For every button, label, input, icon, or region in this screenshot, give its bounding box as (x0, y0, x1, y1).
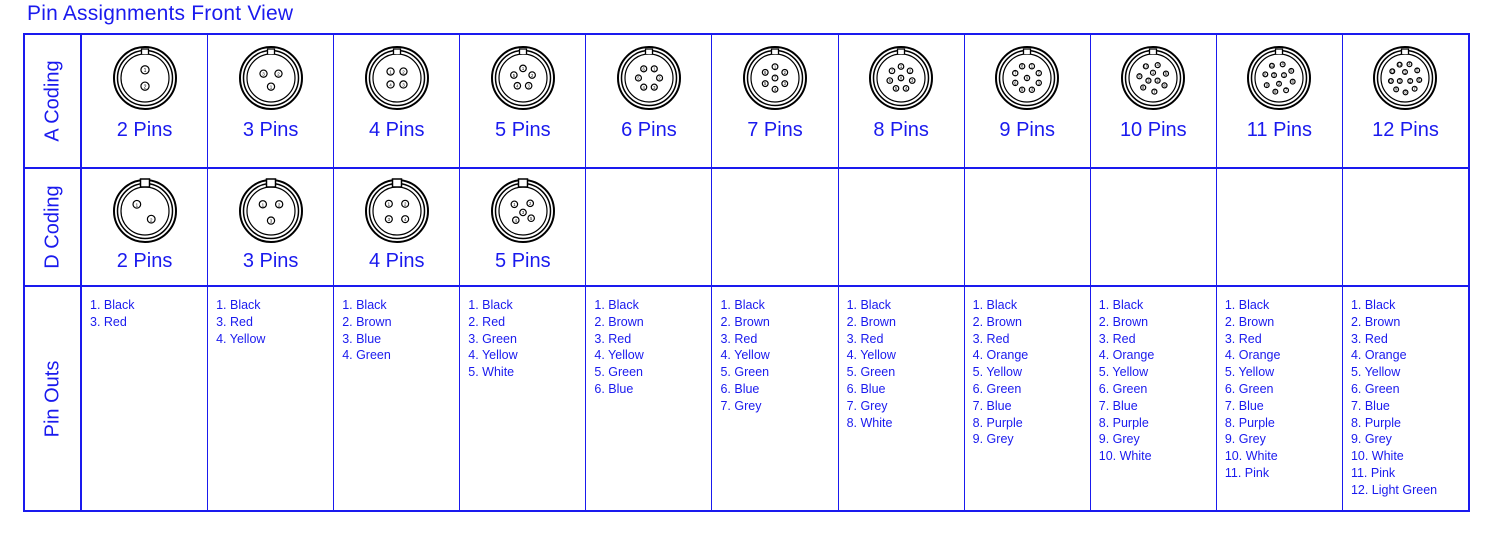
a-coding-cell-10 (1091, 35, 1217, 167)
svg-text:2: 2 (276, 71, 280, 77)
pin-out-entry: 4. Orange (1350, 348, 1407, 363)
svg-text:9: 9 (1265, 82, 1269, 88)
pin-out-entry: 8. Purple (1350, 415, 1401, 430)
pin-out-entry: 6. Blue (846, 381, 886, 396)
d-coding-row (25, 169, 1468, 287)
svg-text:1: 1 (773, 64, 777, 70)
d-coding-pin-label: 3 Pins (242, 250, 299, 272)
pin-out-entry: 1. Black (1224, 298, 1270, 312)
connector-a-12-icon (1371, 44, 1439, 117)
pin-out-list (334, 287, 459, 372)
pin-out-entry: 10. White (1098, 449, 1152, 464)
svg-text:4: 4 (514, 217, 517, 223)
a-coding-cell-3 (208, 35, 334, 167)
pin-out-entry: 5. Yellow (1224, 365, 1275, 380)
a-coding-pin-label: 6 Pins (621, 119, 677, 141)
pin-out-entry: 5. Yellow (972, 365, 1023, 380)
svg-text:8: 8 (899, 75, 903, 81)
svg-text:2: 2 (1409, 78, 1412, 84)
svg-text:1: 1 (261, 202, 264, 208)
pin-out-entry: 1. Black (1098, 298, 1144, 312)
d-coding-cell-2 (82, 169, 208, 285)
d-coding-pin-label: 4 Pins (368, 250, 425, 272)
svg-text:3: 3 (911, 78, 914, 84)
pin-out-entry: 4. Yellow (720, 348, 770, 363)
svg-text:10: 10 (1143, 63, 1149, 69)
pin-out-list (82, 287, 207, 339)
pin-out-entry: 4. Orange (972, 348, 1029, 363)
svg-text:5: 5 (1290, 68, 1293, 74)
connector-a-8-icon (867, 44, 935, 117)
a-coding-pin-label: 9 Pins (999, 119, 1055, 141)
svg-text:11: 11 (1270, 63, 1275, 69)
pin-out-entry: 1. Black (468, 298, 513, 312)
pin-out-entry: 4. Orange (1224, 348, 1281, 363)
svg-text:2: 2 (1278, 81, 1281, 87)
pin-out-entry: 3. Red (1224, 331, 1262, 346)
pin-out-list (712, 287, 837, 423)
svg-text:4: 4 (516, 83, 519, 89)
d-coding-cell-empty-10 (1091, 169, 1217, 285)
a-coding-pin-label: 3 Pins (242, 119, 299, 141)
svg-text:1: 1 (1152, 70, 1155, 76)
pin-out-entry: 9. Grey (1098, 432, 1140, 447)
svg-text:5: 5 (1416, 67, 1419, 73)
d-coding-pin-label: 2 Pins (116, 250, 173, 272)
pin-out-entry: 2. Red (468, 314, 506, 329)
a-coding-pin-label: 12 Pins (1372, 119, 1439, 141)
a-coding-label-text: A Coding (41, 60, 63, 142)
svg-text:6: 6 (1163, 82, 1166, 88)
svg-text:8: 8 (1142, 84, 1145, 90)
pin-assignment-table (23, 33, 1470, 512)
pin-out-entry: 1. Black (90, 298, 135, 312)
pin-outs-cell-9 (965, 287, 1091, 510)
svg-text:4: 4 (403, 217, 407, 223)
pin-out-entry: 7. Blue (1350, 398, 1390, 413)
pin-out-entry: 4. Green (342, 348, 391, 363)
svg-text:2: 2 (1156, 78, 1160, 84)
pin-outs-cell-2 (82, 287, 208, 510)
svg-text:5: 5 (894, 85, 898, 91)
svg-text:10: 10 (1263, 71, 1269, 77)
svg-text:5: 5 (637, 75, 640, 81)
svg-text:1: 1 (653, 66, 656, 72)
d-coding-cell-empty-12 (1343, 169, 1468, 285)
svg-text:1: 1 (269, 84, 272, 90)
pin-out-entry: 1. Black (216, 298, 261, 312)
pin-out-entry: 7. Blue (972, 398, 1012, 413)
svg-text:3: 3 (387, 217, 390, 223)
svg-text:5: 5 (512, 72, 515, 78)
pin-out-entry: 4. Yellow (468, 348, 518, 363)
pin-out-entry: 3. Red (846, 331, 884, 346)
pin-out-entry: 3. Red (594, 331, 632, 346)
d-coding-cell-3 (208, 169, 334, 285)
pin-out-entry: 6. Green (1350, 381, 1400, 396)
svg-text:2: 2 (528, 201, 532, 207)
pin-outs-row-label (25, 287, 82, 510)
svg-text:3: 3 (783, 81, 786, 87)
svg-text:3: 3 (269, 218, 272, 224)
svg-text:1: 1 (143, 68, 146, 75)
svg-text:1: 1 (521, 66, 524, 72)
d-coding-cell-4 (334, 169, 460, 285)
pin-outs-cell-6 (586, 287, 712, 510)
pin-out-entry: 5. Yellow (1350, 365, 1401, 380)
connector-a-6-icon (615, 44, 683, 117)
d-coding-label-text: D Coding (41, 185, 63, 269)
a-coding-cell-6 (586, 35, 712, 167)
pin-out-entry: 7. Blue (1098, 398, 1138, 413)
svg-text:4: 4 (1408, 61, 1412, 67)
svg-text:4: 4 (389, 82, 392, 88)
svg-text:3: 3 (261, 71, 265, 77)
pin-out-entry: 4. Yellow (594, 348, 644, 363)
pin-out-entry: 6. Green (972, 381, 1022, 396)
svg-text:7: 7 (1285, 87, 1288, 93)
a-coding-cell-12 (1343, 35, 1468, 167)
connector-a-7-icon (741, 44, 809, 117)
connector-d-5-icon (489, 177, 557, 250)
svg-text:10: 10 (1389, 78, 1394, 84)
connector-d-3-icon (237, 177, 305, 250)
connector-a-4-icon (363, 44, 431, 117)
page-title: Pin Assignments Front View (27, 2, 294, 25)
pin-out-entry: 2. Brown (594, 314, 644, 329)
connector-a-10-icon (1119, 44, 1187, 117)
pin-out-list (1217, 287, 1342, 490)
svg-text:2: 2 (401, 69, 405, 75)
svg-text:8: 8 (1021, 63, 1024, 69)
pin-out-list (1343, 287, 1468, 507)
a-coding-cell-7 (712, 35, 838, 167)
a-coding-pin-label: 11 Pins (1246, 119, 1312, 141)
pin-out-entry: 1. Black (846, 298, 892, 312)
svg-text:5: 5 (529, 215, 533, 221)
svg-text:9: 9 (1395, 86, 1398, 92)
connector-a-9-icon (993, 44, 1061, 117)
svg-text:2: 2 (530, 72, 534, 78)
d-coding-cell-empty-7 (712, 169, 838, 285)
a-coding-pin-label: 8 Pins (873, 119, 929, 141)
pin-out-entry: 11. Pink (1350, 465, 1396, 480)
a-coding-pin-label: 2 Pins (116, 119, 173, 141)
svg-text:4: 4 (904, 85, 908, 91)
pin-out-entry: 10. White (1224, 449, 1278, 464)
svg-text:1: 1 (387, 201, 390, 207)
a-coding-pin-label: 10 Pins (1119, 119, 1187, 141)
pin-out-list (965, 287, 1090, 456)
pin-out-entry: 12. Light Green (1350, 482, 1438, 497)
pin-out-entry: 5. Green (846, 365, 896, 380)
pin-out-entry: 5. Green (594, 365, 644, 380)
pin-out-entry: 6. Green (1098, 381, 1148, 396)
svg-text:11: 11 (1390, 68, 1395, 74)
pin-out-entry: 5. White (468, 365, 515, 380)
pin-out-entry: 6. Blue (720, 381, 760, 396)
d-coding-cell-empty-8 (839, 169, 965, 285)
svg-text:3: 3 (1273, 72, 1276, 78)
pin-out-entry: 8. Purple (1098, 415, 1149, 430)
svg-text:2: 2 (658, 75, 661, 81)
pin-out-entry: 9. Grey (1350, 432, 1392, 447)
svg-text:2: 2 (143, 84, 146, 91)
svg-text:3: 3 (1037, 80, 1041, 86)
pin-out-entry: 3. Red (90, 314, 127, 329)
pin-outs-cell-11 (1217, 287, 1343, 510)
pin-out-entry: 7. Grey (846, 398, 888, 413)
svg-text:1: 1 (1030, 63, 1034, 69)
svg-text:1: 1 (389, 69, 392, 75)
pin-out-entry: 7. Grey (720, 398, 762, 413)
connector-d-2-icon (111, 177, 179, 250)
a-coding-cell-9 (965, 35, 1091, 167)
pin-outs-cell-3 (208, 287, 334, 510)
pin-out-entry: 10. White (1350, 449, 1404, 464)
svg-text:1: 1 (899, 63, 903, 69)
connector-d-4-icon (363, 177, 431, 250)
svg-text:2: 2 (149, 218, 153, 224)
pin-out-entry: 2. Brown (1350, 314, 1401, 329)
svg-text:8: 8 (1274, 88, 1277, 94)
pin-out-entry: 1. Black (972, 298, 1018, 312)
pin-out-entry: 1. Black (342, 298, 387, 312)
svg-text:3: 3 (521, 210, 524, 216)
d-coding-cell-5 (460, 169, 586, 285)
pin-out-entry: 8. White (846, 415, 893, 430)
svg-text:3: 3 (1147, 78, 1150, 84)
pin-out-entry: 2. Brown (720, 314, 770, 329)
svg-text:5: 5 (1021, 87, 1024, 93)
pin-out-entry: 1. Black (594, 298, 639, 312)
svg-text:4: 4 (773, 86, 777, 92)
pin-out-list (208, 287, 333, 355)
pin-out-entry: 2. Brown (1224, 314, 1275, 329)
pin-outs-cell-12 (1343, 287, 1468, 510)
pin-out-entry: 3. Red (1350, 331, 1388, 346)
d-coding-cell-empty-11 (1217, 169, 1343, 285)
svg-text:4: 4 (1281, 61, 1285, 67)
svg-text:6: 6 (1014, 80, 1017, 86)
svg-text:4: 4 (1030, 87, 1034, 93)
pin-out-entry: 3. Red (720, 331, 758, 346)
pin-out-entry: 8. Purple (972, 415, 1023, 430)
connector-a-5-icon (489, 44, 557, 117)
pin-out-entry: 11. Pink (1224, 465, 1270, 480)
pin-out-entry: 2. Brown (972, 314, 1022, 329)
pin-out-entry: 3. Red (972, 331, 1010, 346)
pin-out-entry: 8. Purple (1224, 415, 1275, 430)
pin-out-list (839, 287, 964, 439)
a-coding-row-label (25, 35, 82, 167)
svg-text:9: 9 (1026, 75, 1029, 81)
a-coding-cell-2 (82, 35, 208, 167)
svg-text:2: 2 (1037, 70, 1041, 76)
pin-outs-row (25, 287, 1468, 510)
pin-out-entry: 4. Yellow (216, 331, 266, 346)
svg-text:6: 6 (642, 66, 645, 72)
svg-text:7: 7 (773, 75, 777, 81)
a-coding-cell-5 (460, 35, 586, 167)
svg-text:7: 7 (1153, 88, 1156, 94)
svg-text:5: 5 (764, 81, 767, 87)
svg-text:3: 3 (527, 83, 530, 89)
connector-a-3-icon (237, 44, 305, 117)
svg-text:7: 7 (1413, 86, 1417, 92)
pin-out-entry: 3. Blue (342, 331, 382, 346)
svg-text:4: 4 (1156, 62, 1160, 68)
svg-text:12: 12 (1397, 61, 1403, 67)
svg-text:5: 5 (1165, 71, 1168, 77)
a-coding-cell-4 (334, 35, 460, 167)
pin-out-list (586, 287, 711, 406)
a-coding-cell-11 (1217, 35, 1343, 167)
pin-out-entry: 1. Black (720, 298, 765, 312)
pin-outs-cell-10 (1091, 287, 1217, 510)
d-coding-pin-label: 5 Pins (495, 250, 551, 272)
svg-text:1: 1 (135, 203, 138, 209)
svg-text:6: 6 (764, 69, 767, 75)
svg-text:3: 3 (653, 84, 656, 90)
svg-text:9: 9 (1138, 73, 1141, 79)
svg-text:2: 2 (277, 202, 281, 208)
d-coding-cell-empty-6 (586, 169, 712, 285)
svg-text:7: 7 (890, 68, 894, 74)
d-coding-row-label (25, 169, 82, 285)
pin-out-entry: 9. Grey (972, 432, 1014, 447)
svg-text:8: 8 (1404, 89, 1408, 95)
pin-out-entry: 3. Red (1098, 331, 1136, 346)
pin-out-list (1091, 287, 1216, 473)
svg-text:3: 3 (1399, 78, 1402, 84)
pin-outs-cell-4 (334, 287, 460, 510)
svg-text:6: 6 (1418, 77, 1421, 83)
a-coding-pin-label: 5 Pins (495, 119, 551, 141)
pin-out-entry: 2. Brown (846, 314, 896, 329)
svg-text:6: 6 (1291, 78, 1295, 84)
pin-out-entry: 2. Brown (1098, 314, 1149, 329)
d-coding-cell-empty-9 (965, 169, 1091, 285)
svg-text:4: 4 (642, 84, 645, 90)
svg-text:2: 2 (403, 201, 407, 207)
a-coding-row (25, 35, 1468, 169)
svg-text:3: 3 (401, 82, 405, 88)
pin-out-entry: 6. Green (1224, 381, 1274, 396)
a-coding-pin-label: 4 Pins (368, 119, 425, 141)
pin-out-entry: 4. Orange (1098, 348, 1155, 363)
pin-out-entry: 7. Blue (1224, 398, 1264, 413)
connector-a-2-icon (111, 44, 179, 117)
pin-out-entry: 9. Grey (1224, 432, 1266, 447)
pin-out-entry: 2. Brown (342, 314, 392, 329)
pin-out-entry: 1. Black (1350, 298, 1396, 312)
pin-out-entry: 6. Blue (594, 381, 634, 396)
svg-text:2: 2 (908, 68, 912, 74)
svg-text:1: 1 (1283, 72, 1286, 78)
pin-out-entry: 5. Yellow (1098, 365, 1149, 380)
pin-out-entry: 3. Green (468, 331, 517, 346)
pin-outs-cell-8 (839, 287, 965, 510)
connector-a-11-icon (1245, 44, 1313, 117)
pin-out-entry: 5. Green (720, 365, 770, 380)
pin-out-entry: 4. Yellow (846, 348, 896, 363)
svg-text:1: 1 (1404, 69, 1407, 75)
pin-outs-cell-7 (712, 287, 838, 510)
pin-out-list (460, 287, 585, 389)
pin-outs-cell-5 (460, 287, 586, 510)
svg-text:1: 1 (513, 202, 516, 208)
a-coding-pin-label: 7 Pins (747, 119, 803, 141)
pin-outs-label-text: Pin Outs (41, 360, 63, 437)
a-coding-cell-8 (839, 35, 965, 167)
svg-text:6: 6 (888, 78, 892, 84)
svg-text:2: 2 (783, 69, 786, 75)
pin-out-entry: 3. Red (216, 314, 253, 329)
svg-text:7: 7 (1014, 70, 1017, 76)
